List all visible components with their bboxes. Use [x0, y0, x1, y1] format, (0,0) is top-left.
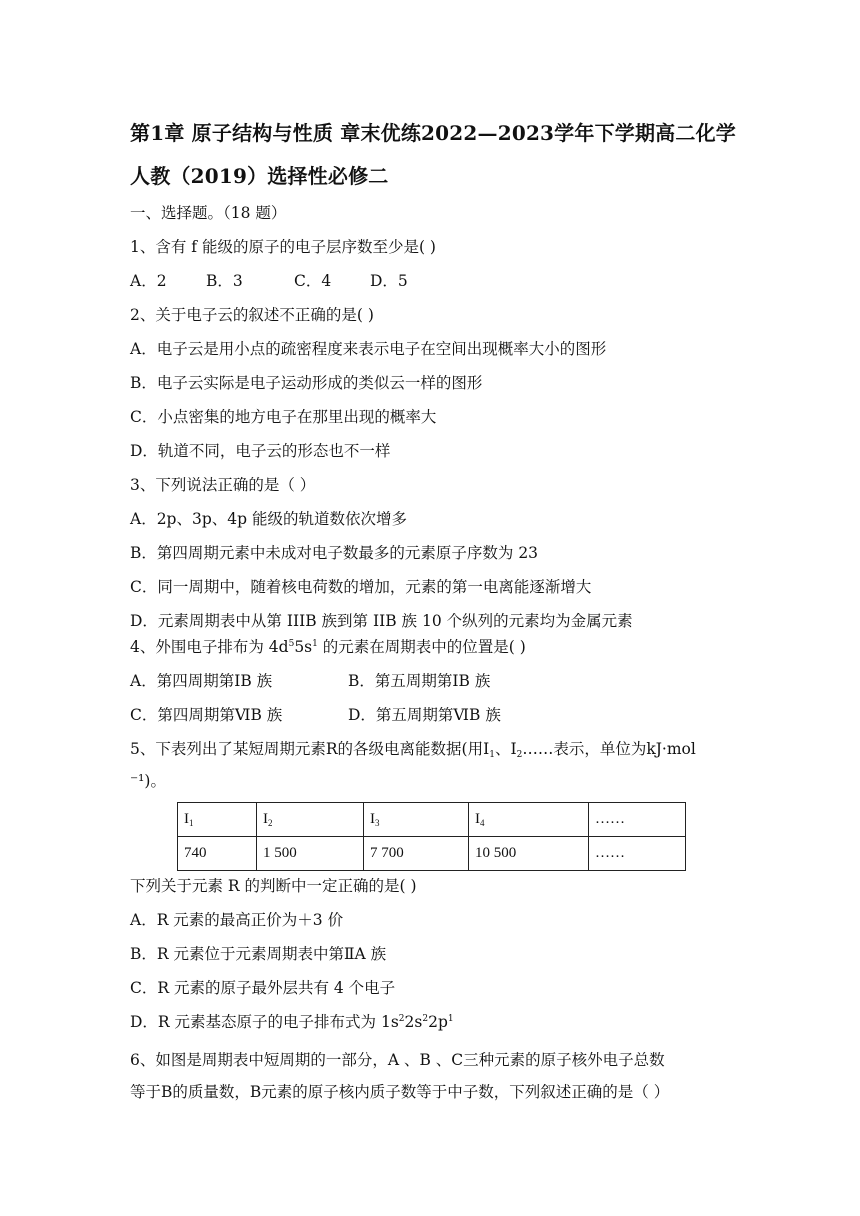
- table-row: [178, 837, 686, 871]
- table-cell: 740: [178, 837, 257, 871]
- q1-stem: 1、含有 f 能级的原子的电子层序数至少是( ): [130, 238, 436, 256]
- table-cell: 10 500: [469, 837, 589, 871]
- q4-options-row-2: [130, 705, 501, 725]
- table-cell: 1 500: [257, 837, 364, 871]
- section-heading: 一、选择题。（18 题）: [130, 204, 287, 222]
- q1-option-a: A．2: [130, 272, 167, 290]
- q5-option-a: A．R 元素的最高正价为＋3 价: [130, 911, 344, 929]
- q3-option-c: C．同一周期中，随着核电荷数的增加，元素的第一电离能逐渐增大: [130, 578, 592, 596]
- ionization-energy-table: [177, 802, 686, 871]
- table-header-cell: $I_1$: [178, 803, 257, 837]
- q5-stem-continued: ⁻¹)。: [130, 772, 166, 790]
- q4-stem: 4、外围电子排布为 $4d^55s^1$ 的元素在周期表中的位置是( ): [130, 638, 526, 656]
- q1-option-c: C．4: [294, 272, 332, 290]
- q2-option-d: D．轨道不同，电子云的形态也不一样: [130, 442, 391, 460]
- q5-stem: 5、下表列出了某短周期元素R的各级电离能数据(用$I_1$、$I_2\dots\dots$表示，单位为kJ·mol: [130, 740, 696, 760]
- q4-options-row-1: [130, 671, 490, 691]
- q4-option-d: D．第五周期第ⅥB 族: [348, 706, 501, 724]
- q2-option-c: C．小点密集的地方电子在那里出现的概率大: [130, 408, 437, 426]
- q4-option-c: C．第四周期第ⅥB 族: [130, 706, 283, 724]
- q5-question: 下列关于元素 R 的判断中一定正确的是( ): [130, 877, 417, 895]
- q4-option-b: B．第五周期第ⅠB 族: [348, 672, 491, 690]
- q6-stem-line-1: 6、如图是周期表中短周期的一部分，A 、B 、C三种元素的原子核外电子总数: [130, 1051, 665, 1069]
- table-header-cell: ……: [589, 803, 686, 837]
- table-header-row: [178, 803, 686, 837]
- q5-option-d: D．R 元素基态原子的电子排布式为 $1s^22s^22p^1$: [130, 1013, 454, 1031]
- table-header-cell: $I_4$: [469, 803, 589, 837]
- table-cell: ……: [589, 837, 686, 871]
- table-cell: 7 700: [364, 837, 469, 871]
- q4-option-a: A．第四周期第ⅠB 族: [130, 672, 273, 690]
- q3-option-a: A．2p、3p、4p 能级的轨道数依次增多: [130, 510, 407, 528]
- q2-option-a: A．电子云是用小点的疏密程度来表示电子在空间出现概率大小的图形: [130, 340, 607, 358]
- q2-stem: 2、关于电子云的叙述不正确的是( ): [130, 306, 374, 324]
- q1-option-b: B．3: [206, 272, 243, 290]
- q5-option-b: B．R 元素位于元素周期表中第ⅡA 族: [130, 945, 387, 963]
- q1-option-d: D．5: [370, 272, 408, 290]
- table-header-cell: $I_3$: [364, 803, 469, 837]
- q3-option-d: D．元素周期表中从第 IIIB 族到第 IIB 族 10 个纵列的元素均为金属元素: [130, 612, 633, 630]
- q5-option-c: C．R 元素的原子最外层共有 4 个电子: [130, 979, 396, 997]
- q2-option-b: B．电子云实际是电子运动形成的类似云一样的图形: [130, 374, 483, 392]
- q3-option-b: B．第四周期元素中未成对电子数最多的元素原子序数为 23: [130, 544, 539, 562]
- q6-stem-line-2: 等于B的质量数，B元素的原子核内质子数等于中子数，下列叙述正确的是（ ）: [130, 1083, 670, 1101]
- document-title-line-2: 人教（2019）选择性必修二: [130, 164, 389, 188]
- q3-stem: 3、下列说法正确的是（ ）: [130, 476, 316, 494]
- table-header-cell: $I_2$: [257, 803, 364, 837]
- q1-options: [130, 271, 408, 291]
- document-title-line-1: 第1章 原子结构与性质 章末优练2022—2023学年下学期高二化学: [130, 121, 736, 145]
